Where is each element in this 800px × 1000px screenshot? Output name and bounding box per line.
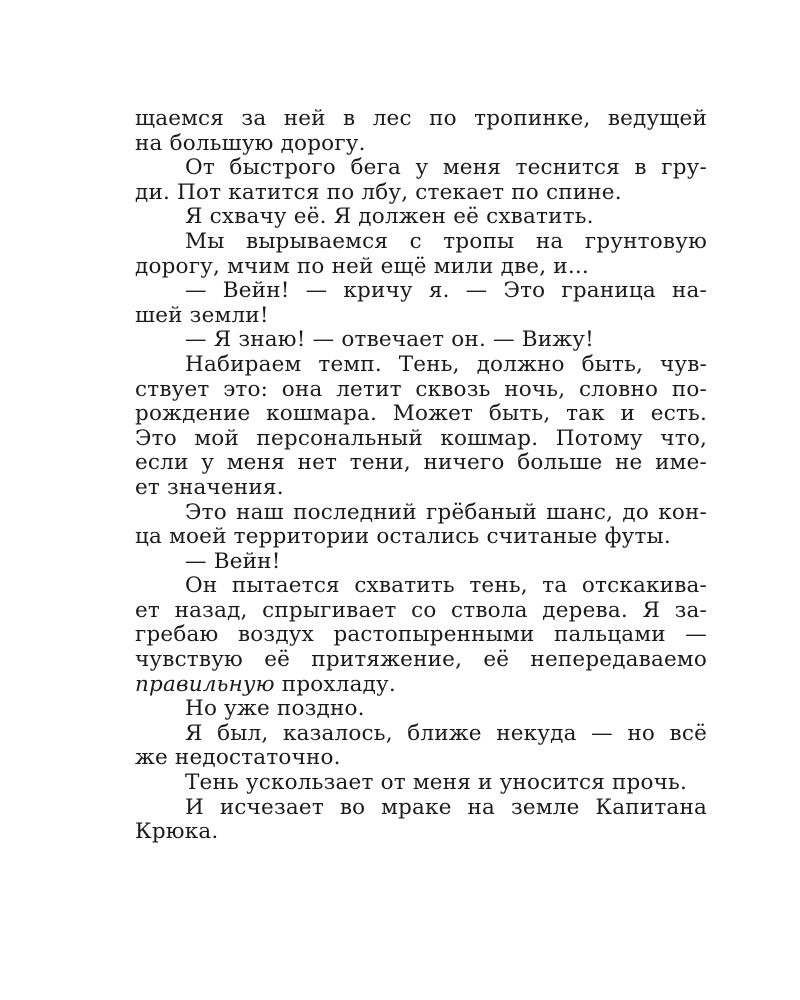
text-line: Это наш последний грёбаный шанс, до кон- (185, 499, 707, 525)
text-line: Это мой персональный кошмар. Потому что, (135, 425, 707, 451)
text-line: же недостаточно. (135, 745, 341, 771)
text-line: Я был, казалось, ближе некуда — но всё (185, 720, 707, 746)
text-line: чувствую её притяжение, её непередаваемо (135, 647, 707, 673)
text-line: щаемся за ней в лес по тропинке, ведущей (135, 106, 707, 131)
text-line: От быстрого бега у меня теснится в гру- (185, 155, 707, 181)
text-line: если у меня нет тени, ничего больше не име- (135, 450, 707, 476)
text-line: Но уже поздно. (185, 696, 365, 722)
text-line: Он пытается схватить тень, та отскакива- (185, 573, 707, 599)
text-line: Мы вырываемся с тропы на грунтовую (185, 228, 707, 254)
text-line: ца моей территории остались считаные футы. (135, 524, 671, 550)
text-line: на большую дорогу. (135, 130, 366, 156)
text-line: — Вейн! — кричу я. — Это граница на- (185, 278, 707, 304)
text-line: Я схвачу её. Я должен её схватить. (185, 204, 594, 230)
text-line: ди. Пот катится по лбу, стекает по спине. (135, 179, 622, 205)
text-line: рождение кошмара. Может быть, так и есть. (135, 401, 707, 427)
text-line: И исчезает во мраке на земле Капитана (185, 794, 707, 820)
text-line: дорогу, мчим по ней ещё мили две, и... (135, 253, 589, 279)
text-line: ет значения. (135, 474, 284, 500)
text-line: шей земли! (135, 302, 269, 328)
text-line: Тень ускользает от меня и уносится прочь. (185, 770, 687, 796)
text-line: — Я знаю! — отвечает он. — Вижу! (185, 327, 594, 353)
text-line (135, 673, 707, 698)
body-text (135, 107, 707, 845)
italic-word: правильную (135, 671, 275, 697)
text-line: Крюка. (135, 819, 219, 845)
text-line: — Вейн! (185, 548, 281, 574)
text-line: гребаю воздух растопыренными пальцами — (135, 622, 707, 648)
text-line: ствует это: она летит сквозь ночь, словно по- (135, 376, 707, 402)
text-line: Набираем темп. Тень, должно быть, чув- (185, 351, 707, 377)
text-line-rest: прохладу. (274, 671, 396, 697)
text-line: ет назад, спрыгивает со ствола дерева. Я за- (135, 597, 707, 623)
